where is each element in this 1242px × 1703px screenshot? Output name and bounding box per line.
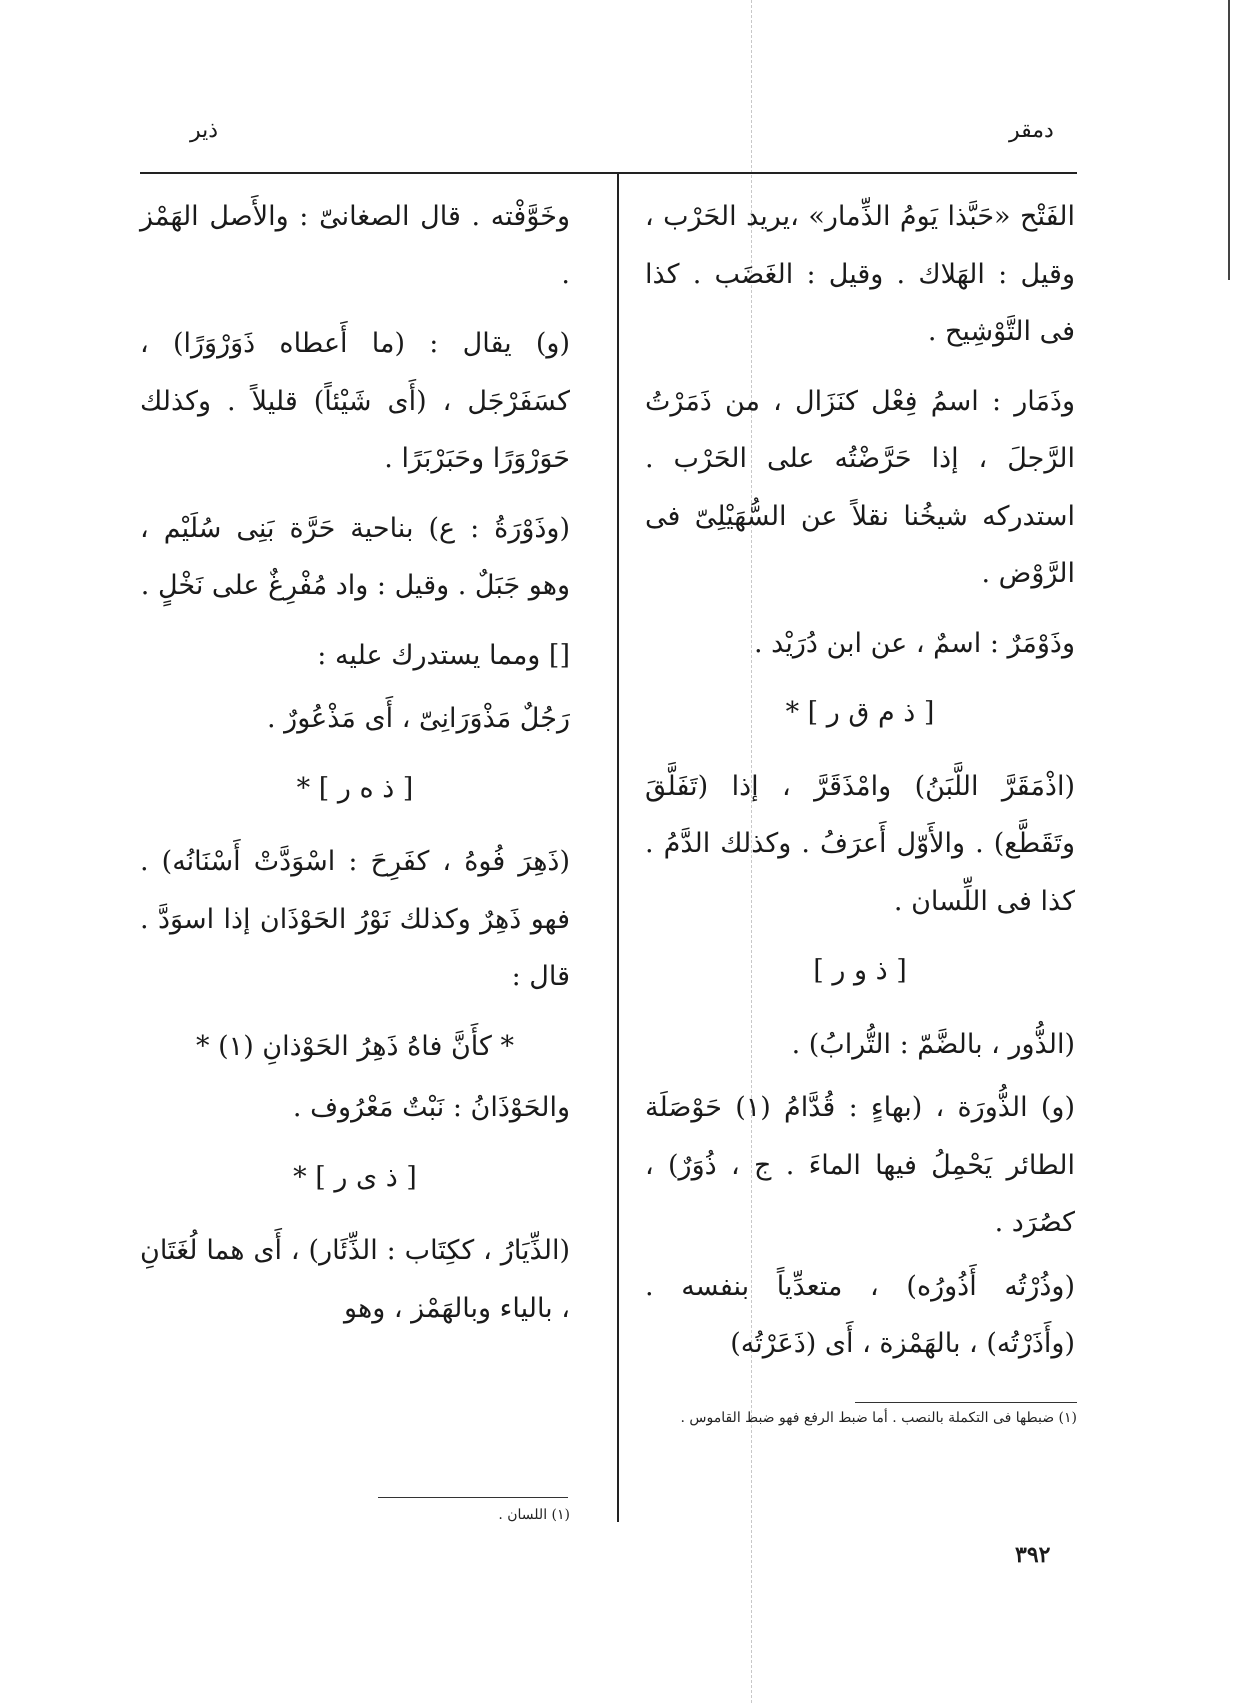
- page-edge-mark: [1228, 0, 1230, 280]
- entry-text: وذَمَار : اسمُ فِعْل كنَزَال ، من ذَمَرْتُ الرَّجلَ ، إذا حَرَّضْتُه على الحَرْب . استدركه شيخُنا نقلاً عن السُّهَيْلِىّ فى الرَّوْض .: [645, 385, 1075, 589]
- entry-text: [] ومما يستدرك عليه :: [317, 639, 570, 671]
- left-column: [140, 188, 570, 1349]
- entry-text: (اذْمَقَرَّ اللَّبَنُ) وامْذَقَرَّ ، إذا (تَفَلَّقَ وتَقَطَّع) . والأَوّل أَعرَفُ . وكذلك الدَّمُ . كذا فى اللِّسان .: [645, 770, 1075, 917]
- entry-heading: [ ذ ه ر ] *: [296, 772, 414, 804]
- page-number: ٣٩٢: [1015, 1542, 1051, 1568]
- right-column: [645, 188, 1075, 1379]
- entry-text: (الذُّور ، بالضَّمّ : التُّرابُ) .: [791, 1028, 1075, 1060]
- footnote-right: (١) ضبطها فى التكملة بالنصب . أما ضبط الرفع فهو ضبط القاموس .: [680, 1410, 1077, 1426]
- footnote-left: (١) اللسان .: [498, 1507, 570, 1523]
- running-header-right: دمقر: [1009, 118, 1054, 143]
- entry-text: (و) الذُّورَة ، (بهاءٍ : قُدَّامُ (١) حَوْصَلَة الطائر يَحْمِلُ فيها الماءَ . ج ، ذُوَرٌ) ، كصُرَد .: [645, 1092, 1075, 1238]
- verse-line: * كأَنَّ فاهُ ذَهِرُ الحَوْذانِ (١) *: [196, 1030, 514, 1062]
- entry-text: (ذَهِرَ فُوهُ ، كفَرِحَ : اسْوَدَّتْ أَسْنَانُه) . فهو ذَهِرٌ وكذلك نَوْرُ الحَوْذَان إذا اسوَدَّ . قال :: [140, 846, 570, 992]
- entry-text: (و) يقال : (ما أَعطاه ذَوَرْوَرًا) ، كسَفَرْجَل ، (أَى شَيْئاً) قليلاً . وكذلك حَوَرْوَرًا وحَبَرْبَرًا .: [140, 328, 570, 474]
- entry-text: (الذِّيَارُ ، ككِتَاب : الذِّئَار) ، أَى هما لُغَتَانِ ، بالياء وبالهَمْز ، وهو: [140, 1235, 570, 1324]
- footnote-rule-right: [855, 1402, 1077, 1403]
- entry-heading: [ ذ ى ر ] *: [293, 1161, 417, 1193]
- footnote-rule-left: [378, 1497, 568, 1498]
- header-rule: [140, 172, 1077, 174]
- entry-heading: [ ذ م ق ر ] *: [785, 697, 935, 728]
- entry-text: (وذُرْتُه أَذُورُه) ، متعدِّياً بنفسه . (وأَذَرْتُه) ، بالهَمْزة ، أَى (ذَعَرْتُه): [645, 1270, 1075, 1359]
- entry-text: رَجُلٌ مَذْوَرَانِىّ ، أَى مَذْعُورٌ .: [267, 703, 570, 734]
- running-header-left: ذير: [190, 118, 219, 143]
- entry-text: والحَوْذَانُ : نَبْتٌ مَعْرُوف .: [292, 1092, 570, 1123]
- entry-text: (وذَوْرَةُ : ع) بناحية حَرَّة بَنِى سُلَيْم ، وهو جَبَلٌ . وقيل : واد مُفْرِغٌ على نَخْلٍ .: [140, 512, 570, 601]
- column-divider: [617, 172, 619, 1522]
- entry-text: الفَتْح «حَبَّذا يَومُ الذِّمار» ،يريد الحَرْب ، وقيل : الهَلاك . وقيل : الغَضَب . كذا فى التَّوْشِيح .: [645, 201, 1075, 347]
- entry-heading: [ ذ و ر ]: [813, 955, 907, 986]
- entry-text: وذَوْمَرٌ : اسمٌ ، عن ابن دُرَيْد .: [753, 627, 1075, 659]
- entry-text: وخَوَّفْته . قال الصغانىّ : والأَصل الهَمْز .: [140, 201, 570, 290]
